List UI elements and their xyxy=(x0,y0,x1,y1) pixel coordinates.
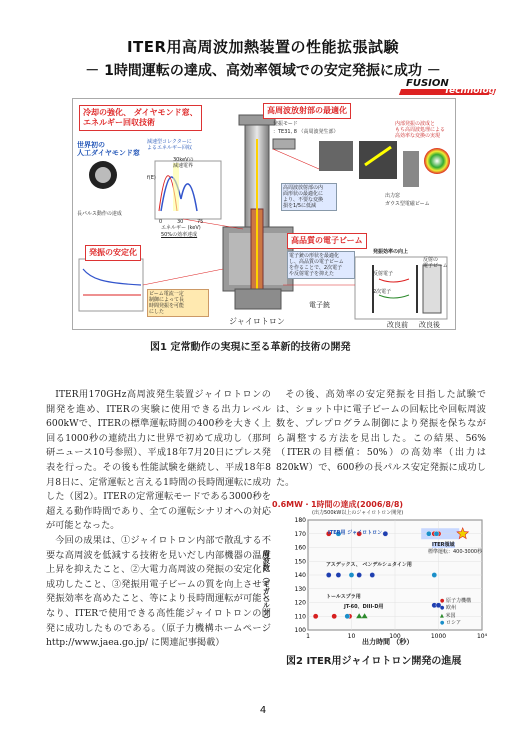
electron-beam-note: 電子銃の形状を最適化 し、高品質の電子ビーム を作ることで、2次電子 や反射電子を抑えた xyxy=(287,251,355,279)
data-point xyxy=(313,614,318,619)
electron-gun-label: 電子銃 xyxy=(309,301,330,309)
return-electron-label: 反射の 電子ビーム xyxy=(423,257,448,269)
decel-field-label: 30keVの 減速電界 xyxy=(173,157,194,169)
beam-current-note: ビーム電流一定 制御によって長 時間発振を可能 にした xyxy=(147,289,209,317)
output-window-label: 出力窓 xyxy=(385,193,401,199)
figure-2-caption: 図2 ITER用ジャイロトロン開発の進展 xyxy=(286,656,462,667)
legend-jaea: ● 原子力機構 xyxy=(440,598,471,604)
data-point xyxy=(332,614,337,619)
data-point xyxy=(357,572,362,577)
tag-word-fusion: FUSION xyxy=(406,78,449,89)
legend-eu: ● 欧州 xyxy=(440,605,456,612)
group-iter-label: ITER用 ジャイロトロン xyxy=(328,530,383,536)
data-point xyxy=(426,531,431,536)
x-tick-30: 30 xyxy=(177,219,184,225)
group-jt60-label: JT-60、DIII-D用 xyxy=(344,604,384,610)
y-tick-label: 150 xyxy=(294,558,306,566)
figure-2-subhead: (出力500kW以上のジャイロトロン開発) xyxy=(312,510,404,516)
data-point xyxy=(336,572,341,577)
y-tick-label: 140 xyxy=(294,572,306,579)
figure-2-ylabel: 周波数 （ギガヘルツ） xyxy=(262,550,271,623)
tag-word-technology: Technology xyxy=(444,86,501,96)
data-point xyxy=(326,572,331,577)
data-point xyxy=(345,614,350,619)
x-tick-75: 75 xyxy=(197,219,204,225)
y-tick-label: 120 xyxy=(294,599,306,607)
long-pulse-note: 長パルス動作の達成 xyxy=(77,211,122,217)
figure-2-xlabel: 出力時間 （秒） xyxy=(362,638,414,646)
y-tick-label: 160 xyxy=(294,544,306,552)
energy-axis-label: エネルギー (keV) xyxy=(161,225,201,231)
before-improvement-label: 改良前 xyxy=(387,321,408,329)
reflected-electron-label: 反射電子 xyxy=(373,271,394,277)
fusion-technology-tag xyxy=(400,78,501,96)
title-block xyxy=(0,36,526,80)
x-tick-label: 10 xyxy=(347,633,356,640)
y-tick-label: 180 xyxy=(294,517,306,524)
y-tick-label: 100 xyxy=(294,627,306,634)
legend-ru-label: ロシア xyxy=(445,619,461,626)
iter-target-label: 標準運転：400-3000秒 xyxy=(428,549,483,555)
y-tick-label: 170 xyxy=(294,530,306,538)
right-paragraph-1: その後、高効率の安定発振を目指した試験では、ショット中に電子ビームの回転比や回転周波数を、プレプログラム制御により発振を保ちながら調整する方法を見出した。この結果、56%（ITERの目標値：50%）の高効率（出力は820kW）で、600秒の長パルス安定発振に成功した。 xyxy=(276,389,486,488)
legend-us-label: 米国 xyxy=(445,612,456,619)
label-electron-beam-quality: 高品質の電子ビーム xyxy=(287,233,367,249)
data-point xyxy=(349,572,354,577)
figure-2-legend xyxy=(440,598,471,627)
diamond-window-label: 世界初の 人工ダイヤモンド窓 xyxy=(77,141,140,158)
efficiency-note: 50%の効率達成 xyxy=(161,232,198,238)
data-point xyxy=(370,572,375,577)
figure-1-caption: 図1 定常動作の実現に至る革新的技術の開発 xyxy=(150,342,351,353)
x-tick-label: 1 xyxy=(306,633,310,640)
mode-name-label: ：TE31, 8 （高周波発生部） xyxy=(273,129,339,135)
y-tick-label: 130 xyxy=(294,585,306,593)
legend-ru: ● ロシア xyxy=(440,619,461,626)
y-tick-label: 110 xyxy=(294,613,306,621)
x-tick-label: 10⁴ xyxy=(476,633,488,640)
label-oscillation-stability: 発振の安定化 xyxy=(85,245,141,261)
legend-jaea-label: 原子力機構 xyxy=(445,598,471,604)
figure-2-headline: 0.6MW・1時間の達成(2006/8/8) xyxy=(272,500,404,509)
page-number: 4 xyxy=(259,705,267,716)
left-paragraph-1: ITER用170GHz高周波発生装置ジャイロトロンの開発を進め、ITERの実験に使用できる出力レベル600kWで、ITERの標準運転時間の400秒を大きく上回る1000秒の連続出力に世界で初めて成功し（那珂研ニュース10号参照）、平成18年7月20日にプレス発表を行った。その後も性能試験を継続し、平成18年8月8日に、定常運転と言える1時間の長時間運転に成功した（図2）。ITERの定常運転モードである3000秒を超える動作時間であり、全ての運転シナリオへの対応が可能となった。 xyxy=(46,389,271,532)
gauss-beam-label: ガウス型電磁ビーム xyxy=(385,201,430,207)
left-paragraph-2: 今回の成果は、①ジャイロトロン内部で散乱する不要な高周波を低減する技術を見いだし内部機器の温度上昇を抑えたこと、②大電力高周波の発振の安定化に成功したこと、③発振用電子ビームの質を向上させて発振効率を高めたこと、等により長時間運転が可能となり、ITERで使用できる高性能ジャイロトロンの開発に成功したものである。（原子力機構ホームページ http://www.jaea.go.jp/ に関連記事掲載） xyxy=(46,535,271,649)
x-tick-label: 100 xyxy=(389,633,401,640)
group-aspx-label: アスデックス、 ベンデルシュタイン用 xyxy=(326,562,412,568)
figure-2-chart xyxy=(262,500,492,646)
after-improvement-label: 改良後 xyxy=(419,321,440,329)
label-radiator-optimization: 高周波放射部の最適化 xyxy=(263,103,351,119)
page-title: ITER用高周波加熱装置の性能拡張試験 xyxy=(126,38,400,56)
x-tick-0: 0 xyxy=(159,219,163,225)
efficiency-improvement-label: 発振効率の向上 xyxy=(373,249,409,255)
collector-note: 減速型コレクターに よるエネルギー回収 xyxy=(147,139,193,151)
legend-eu-label: 欧州 xyxy=(445,605,456,612)
secondary-electron-label: 2次電子 xyxy=(373,289,392,295)
f-e-label: f(E) xyxy=(147,175,156,181)
data-point xyxy=(434,531,439,536)
page-subtitle: － 1時間運転の達成、高効率領域での安定発振に成功 － xyxy=(85,63,441,79)
x-tick-label: 1000 xyxy=(430,633,447,640)
gyrotron-label: ジャイロトロン xyxy=(229,317,285,326)
legend-us: ▲ 米国 xyxy=(440,612,456,619)
figure-1 xyxy=(72,98,456,330)
label-cooling-diamond-window: 冷却の強化、 ダイヤモンド窓、 エネルギー回収技術 xyxy=(79,105,202,131)
group-tore-label: トールスプラ用 xyxy=(326,594,361,600)
data-point xyxy=(383,531,388,536)
osc-mode-label: 発振モード xyxy=(273,121,298,127)
iter-region-label: ITER領域 xyxy=(432,542,455,548)
data-point xyxy=(432,572,437,577)
radiator-note: 高周波放射部の内 面形状の最適化に より、不要な変換 損を1/5に低減 xyxy=(281,183,337,211)
internal-converter-note: 内部発振の波成と もち高周波処理による 高効率な変換の実現 xyxy=(395,121,446,139)
